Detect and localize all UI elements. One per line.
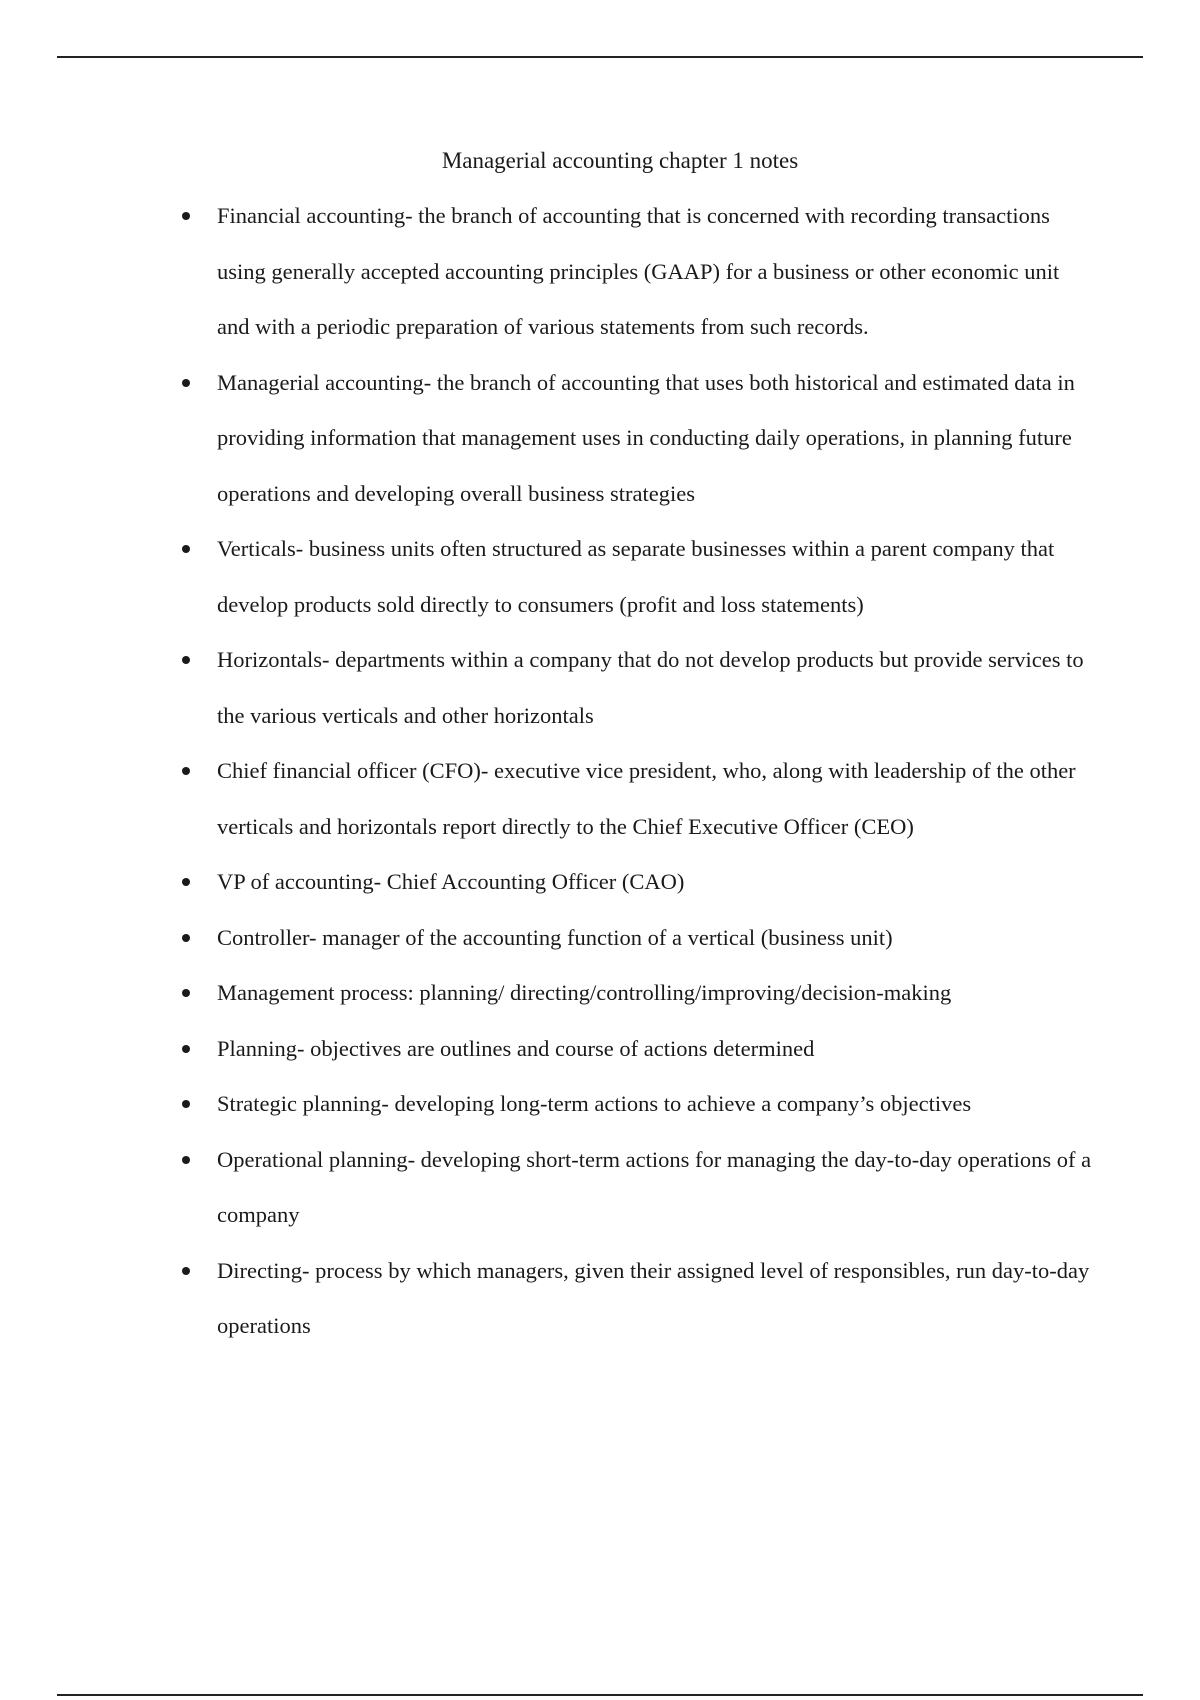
- bullet-icon: [182, 1100, 190, 1108]
- note-text: Verticals- business units often structured as separate businesses within a parent company that develop products sold directly to consumers (profit and loss statements): [217, 536, 1055, 617]
- note-text: Planning- objectives are outlines and course of actions determined: [217, 1035, 815, 1061]
- note-text: Chief financial officer (CFO)- executive vice president, who, along with leadership of the other verticals and horizontals report directly to the Chief Executive Officer (CEO): [217, 758, 1076, 839]
- note-directing: [0, 1243, 1097, 1354]
- note-text: Directing- process by which managers, given their assigned level of responsibles, run day-to-day operations: [217, 1257, 1090, 1338]
- footer-rule: [57, 1694, 1143, 1696]
- bullet-icon: [182, 767, 190, 775]
- note-text: Managerial accounting- the branch of accounting that uses both historical and estimated data in providing information that management uses in conducting daily operations, in planning future operations and developing overall business strategies: [217, 369, 1075, 506]
- bullet-icon: [182, 1267, 190, 1275]
- note-text: Financial accounting- the branch of accounting that is concerned with recording transactions using generally accepted accounting principles (GAAP) for a business or other economic unit and with a periodic preparation of various statements from such records.: [217, 203, 1060, 339]
- note-text: Operational planning- developing short-term actions for managing the day-to-day operations of a company: [217, 1146, 1092, 1227]
- note-text: VP of accounting- Chief Accounting Officer (CAO): [217, 869, 685, 894]
- page-title: Managerial accounting chapter 1 notes: [441, 148, 799, 173]
- notes-list: [0, 188, 1200, 1354]
- note-planning: [0, 1021, 1097, 1077]
- bullet-icon: [182, 878, 190, 886]
- note-horizontals: [0, 632, 1097, 743]
- note-text: Management process: planning/ directing/controlling/improving/decision-making: [217, 980, 952, 1005]
- bullet-icon: [182, 656, 190, 664]
- note-strategic-planning: [0, 1076, 1097, 1132]
- bullet-icon: [182, 1045, 190, 1053]
- note-managerial-accounting: [0, 355, 1097, 522]
- bullet-icon: [182, 934, 190, 942]
- note-cfo: [0, 743, 1097, 854]
- note-financial-accounting: [0, 188, 1097, 355]
- note-text: Controller- manager of the accounting function of a vertical (business unit): [217, 924, 893, 950]
- note-text: Horizontals- departments within a company that do not develop products but provide services to the various verticals and other horizontals: [217, 647, 1084, 728]
- header-rule: [57, 56, 1143, 58]
- bullet-icon: [182, 545, 190, 553]
- bullet-icon: [182, 1156, 190, 1164]
- note-vp-accounting: [0, 854, 1097, 910]
- note-text: Strategic planning- developing long-term actions to achieve a company’s objectives: [217, 1091, 972, 1116]
- bullet-icon: [182, 212, 190, 220]
- note-verticals: [0, 521, 1097, 632]
- bullet-icon: [182, 379, 190, 387]
- note-management-process: [0, 965, 1097, 1021]
- note-controller: [0, 910, 1097, 966]
- bullet-icon: [182, 989, 190, 997]
- note-operational-planning: [0, 1132, 1097, 1243]
